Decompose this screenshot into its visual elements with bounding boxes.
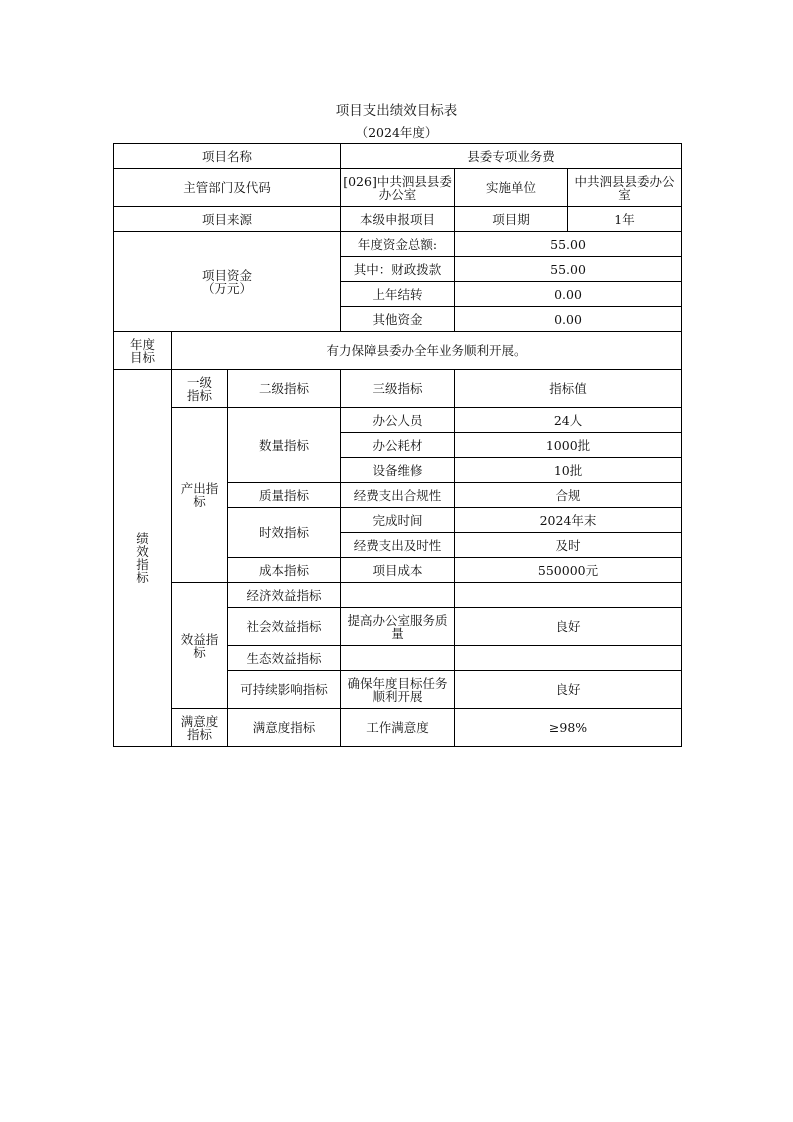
t1-name: 完成时间 xyxy=(341,508,455,533)
quality-indicator-label: 质量指标 xyxy=(228,483,341,508)
table-row xyxy=(114,408,682,433)
benefit-indicator-label: 效益指 标 xyxy=(172,583,228,709)
funds-fiscal-value: 55.00 xyxy=(455,257,682,282)
row-project-name xyxy=(114,144,682,169)
social-value: 良好 xyxy=(455,608,682,646)
q3-name: 设备维修 xyxy=(341,458,455,483)
row-source xyxy=(114,207,682,232)
satisfaction-name: 工作满意度 xyxy=(341,709,455,747)
table-row xyxy=(114,583,682,608)
economic-value xyxy=(455,583,682,608)
q1-name: 办公人员 xyxy=(341,408,455,433)
economic-name xyxy=(341,583,455,608)
funds-other-value: 0.00 xyxy=(455,307,682,332)
funds-total-value: 55.00 xyxy=(455,232,682,257)
cost-name: 项目成本 xyxy=(341,558,455,583)
performance-target-table xyxy=(113,143,682,747)
funds-total-label: 年度资金总额: xyxy=(341,232,455,257)
header-value: 指标值 xyxy=(455,370,682,408)
indicators-section-label: 绩 效 指 标 xyxy=(114,370,172,747)
page-title: 项目支出绩效目标表 xyxy=(335,103,458,119)
timeliness-indicator-label: 时效指标 xyxy=(228,508,341,558)
eco-name xyxy=(341,646,455,671)
header-level2: 二级指标 xyxy=(228,370,341,408)
period-value: 1年 xyxy=(568,207,682,232)
header-level1: 一级 指标 xyxy=(172,370,228,408)
project-name-label: 项目名称 xyxy=(114,144,341,169)
t2-name: 经费支出及时性 xyxy=(341,533,455,558)
quality-name: 经费支出合规性 xyxy=(341,483,455,508)
quality-value: 合规 xyxy=(455,483,682,508)
q2-value: 1000批 xyxy=(455,433,682,458)
eco-indicator-label: 生态效益指标 xyxy=(228,646,341,671)
dept-label: 主管部门及代码 xyxy=(114,169,341,207)
source-label: 项目来源 xyxy=(114,207,341,232)
funds-carry-value: 0.00 xyxy=(455,282,682,307)
cost-value: 550000元 xyxy=(455,558,682,583)
funds-fiscal-label: 其中：财政拨款 xyxy=(341,257,455,282)
funds-other-label: 其他资金 xyxy=(341,307,455,332)
sustain-name: 确保年度目标任务 顺利开展 xyxy=(341,671,455,709)
row-indicator-header xyxy=(114,370,682,408)
social-indicator-label: 社会效益指标 xyxy=(228,608,341,646)
period-label: 项目期 xyxy=(455,207,568,232)
satisfaction-level1-label: 满意度 指标 xyxy=(172,709,228,747)
eco-value xyxy=(455,646,682,671)
dept-value: [026]中共泗县县委办公室 xyxy=(341,169,455,207)
table-row xyxy=(114,709,682,747)
goal-text: 有力保障县委办全年业务顺利开展。 xyxy=(172,332,682,370)
row-annual-goal xyxy=(114,332,682,370)
row-funds-total xyxy=(114,232,682,257)
output-indicator-label: 产出指 标 xyxy=(172,408,228,583)
economic-indicator-label: 经济效益指标 xyxy=(228,583,341,608)
page-subtitle: （2024年度） xyxy=(355,125,438,140)
header-level3: 三级指标 xyxy=(341,370,455,408)
social-name: 提高办公室服务质 量 xyxy=(341,608,455,646)
impl-label: 实施单位 xyxy=(455,169,568,207)
q3-value: 10批 xyxy=(455,458,682,483)
impl-value: 中共泗县县委办公室 xyxy=(568,169,682,207)
funds-label: 项目资金 （万元） xyxy=(114,232,341,332)
q1-value: 24人 xyxy=(455,408,682,433)
t2-value: 及时 xyxy=(455,533,682,558)
row-department xyxy=(114,169,682,207)
cost-indicator-label: 成本指标 xyxy=(228,558,341,583)
sustain-indicator-label: 可持续影响指标 xyxy=(228,671,341,709)
funds-carry-label: 上年结转 xyxy=(341,282,455,307)
satisfaction-level2-label: 满意度指标 xyxy=(228,709,341,747)
goal-label: 年度 目标 xyxy=(114,332,172,370)
sustain-value: 良好 xyxy=(455,671,682,709)
source-value: 本级申报项目 xyxy=(341,207,455,232)
quantity-indicator-label: 数量指标 xyxy=(228,408,341,483)
q2-name: 办公耗材 xyxy=(341,433,455,458)
satisfaction-value: ≥98% xyxy=(455,709,682,747)
t1-value: 2024年末 xyxy=(455,508,682,533)
project-name-value: 县委专项业务费 xyxy=(341,144,682,169)
